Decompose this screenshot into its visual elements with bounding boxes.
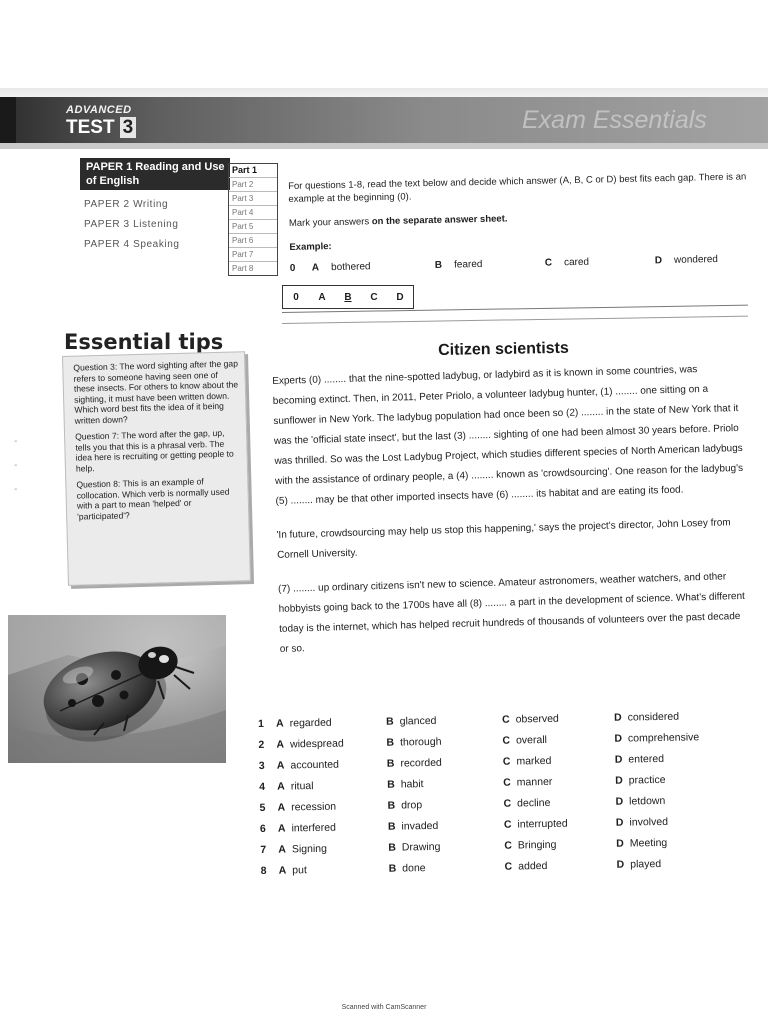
option-number: 7 — [260, 843, 267, 856]
option-d: D Meeting — [616, 836, 668, 850]
part-3-item: Part 3 — [229, 191, 277, 205]
option-a: A recession — [277, 800, 337, 814]
answer-box-a: A — [318, 291, 326, 303]
part-list — [228, 163, 278, 276]
option-a: A widespread — [276, 737, 344, 751]
example-label: Example: — [289, 241, 332, 253]
option-c: C observed — [501, 712, 559, 726]
instruction-line-2 — [289, 207, 749, 230]
answer-box-b-selected: B — [344, 291, 352, 303]
option-b: B habit — [387, 778, 424, 791]
option-number: 6 — [259, 822, 266, 835]
part-5-item: Part 5 — [229, 219, 277, 233]
part-1-item: Part 1 — [232, 165, 258, 175]
part-6-item: Part 6 — [229, 233, 277, 247]
instructions — [288, 170, 750, 280]
example-number: 0 — [289, 262, 296, 274]
tips-heading: Essential tips — [64, 330, 224, 354]
tip-question-3: Question 3: The word sighting after the gap refers to someone having seen one of these insects. For others to know about the sighting, it must have been written down. Which word best fits the idea of it being written down? — [73, 358, 239, 426]
option-b: B recorded — [386, 756, 442, 770]
tip-question-8: Question 8: This is an example of collocation. Which verb is normally used with a part to mean 'helped' or 'participated'? — [76, 476, 230, 522]
ladybug-photo — [8, 615, 226, 763]
answer-options — [258, 709, 761, 886]
test-title — [66, 117, 136, 139]
option-d: D played — [616, 857, 662, 871]
option-b: B done — [388, 862, 426, 875]
instruction-line-2-bold: on the separate answer sheet. — [371, 213, 508, 228]
part-7-item: Part 7 — [229, 247, 277, 261]
option-a: A accounted — [276, 758, 339, 772]
option-c: C decline — [503, 796, 551, 810]
instruction-line-1: For questions 1-8, read the text below and decide which answer (A, B, C or D) best fits each gap. There is an example at the beginning (0). — [288, 171, 747, 205]
option-number: 8 — [260, 864, 267, 877]
option-a: A Signing — [278, 842, 328, 856]
option-c: C manner — [503, 775, 553, 789]
option-c: C added — [504, 859, 548, 873]
paper-4-item: PAPER 4 Speaking — [84, 239, 180, 250]
part-2-item: Part 2 — [229, 177, 277, 191]
option-number: 4 — [259, 780, 266, 793]
article-paragraph: Experts (0) ........ that the nine-spotted ladybug, or ladybird as it is known in some countries, was becoming extinct. Then, in 2011, Peter Priolo, a volunteer ladybug hunter, (1) ........ one sitting on a sunflower in New York. The ladybug population had once been so (2) ........ in the state of New York that it was the 'official state insect', but the last (3) ........ sighting of one had been almost 30 years before. Priolo was thrilled. So was the Lost Ladybug Project, which studies different species of North American ladybugs with the assistance of ordinary people, a (4) ........ known as 'crowdsourcing'. One reason for the ladybug's (5) ........ may be that other imported insects have (6) ........ its habitat and are eating its food. — [272, 364, 744, 507]
test-level-label: ADVANCED — [66, 104, 132, 116]
option-b: B invaded — [387, 819, 439, 833]
option-d: D considered — [613, 710, 680, 724]
brand-watermark: Exam Essentials — [522, 106, 707, 134]
example-answer-box — [282, 285, 414, 309]
article-title: Citizen scientists — [438, 339, 569, 359]
paper-2-item: PAPER 2 Writing — [84, 199, 169, 210]
answer-box-c: C — [370, 291, 378, 303]
article-paragraph: (7) ........ up ordinary citizens isn't new to science. Amateur astronomers, weather watchers, and other hobbyists going back to the 1700s have all (8) ........ a part in the development of science. What's different today is the internet, which has helped recruit hundreds of thousands of volunteers over the past decade or so. — [277, 571, 746, 655]
example-option-d: D wondered — [654, 254, 719, 267]
paper-1-active: PAPER 1 Reading and Use of English — [80, 158, 230, 190]
option-d: D entered — [614, 752, 665, 766]
example-option-a: A bothered — [311, 261, 371, 274]
header-stripe — [0, 143, 768, 149]
option-number: 1 — [258, 717, 265, 730]
option-a: A interfered — [277, 821, 336, 835]
margin-marks: - - - — [14, 436, 18, 495]
option-c: C overall — [502, 733, 548, 747]
ladybug-icon — [8, 615, 226, 763]
part-8-item: Part 8 — [229, 261, 277, 275]
article-body — [272, 359, 750, 674]
option-d: D involved — [615, 815, 669, 829]
option-a: A ritual — [277, 780, 314, 793]
option-d: D comprehensive — [614, 731, 700, 745]
scanner-watermark: Scanned with CamScanner — [341, 1004, 427, 1011]
example-option-c: C cared — [544, 256, 590, 269]
option-number: 3 — [258, 759, 265, 772]
example-option-b: B feared — [434, 258, 483, 271]
answer-box-number: 0 — [293, 291, 299, 303]
answer-box-d: D — [396, 291, 404, 303]
option-number: 5 — [259, 801, 266, 814]
option-b: B drop — [387, 799, 423, 812]
example-row — [290, 252, 750, 280]
option-b: B Drawing — [388, 840, 441, 854]
option-c: C marked — [502, 754, 552, 768]
divider-line — [282, 316, 748, 324]
instruction-line-2-prefix: Mark your answers — [288, 216, 370, 229]
option-d: D letdown — [615, 794, 666, 808]
option-number: 2 — [258, 738, 265, 751]
option-c: C Bringing — [504, 838, 557, 852]
test-title-text: TEST — [66, 117, 115, 138]
option-d: D practice — [615, 773, 666, 787]
option-b: B thorough — [386, 735, 442, 749]
article-paragraph: 'In future, crowdsourcing may help us stop this happening,' says the project's director, John Losey from Cornell University. — [276, 517, 731, 561]
option-c: C interrupted — [503, 817, 568, 831]
option-b: B glanced — [385, 714, 437, 728]
paper-3-item: PAPER 3 Listening — [84, 219, 179, 230]
tip-question-7: Question 7: The word after the gap, up, tells you that this is a phrasal verb. The idea here is recruiting or getting people to help. — [74, 427, 234, 474]
part-4-item: Part 4 — [229, 205, 277, 219]
tips-box — [62, 351, 251, 586]
test-number: 3 — [120, 117, 137, 138]
option-a: A regarded — [275, 716, 332, 730]
corner-fold — [0, 97, 16, 143]
option-a: A put — [278, 864, 307, 877]
